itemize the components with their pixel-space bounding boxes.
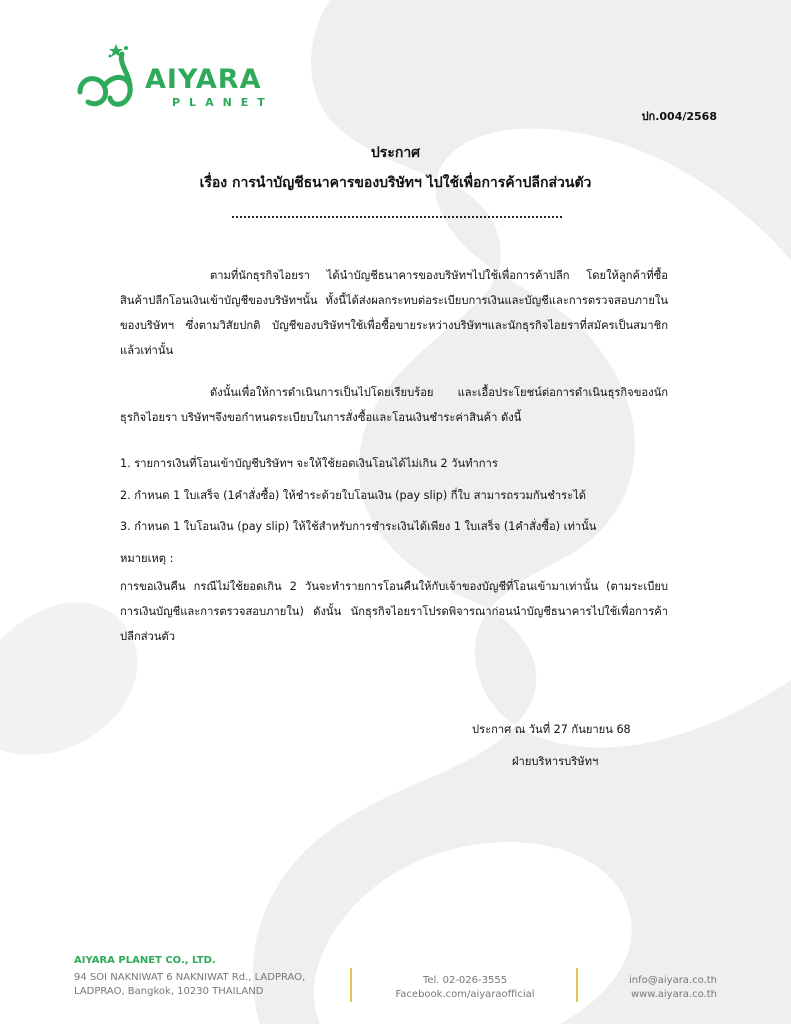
body-paragraph-2: ดังนั้นเพื่อให้การดำเนินการเป็นไปโดยเรียบร้อย และเอื้อประโยชน์ต่อการดำเนินธุรกิจของนักธุรกิจไอยรา บริษัทฯจึงขอกำหนดระเบียบในการสั่งซื้อและโอนเงินชำระค่าสินค้า ดังนี้ (120, 386, 668, 424)
announcement-date: ประกาศ ณ วันที่ 27 กันยายน 68 (472, 723, 631, 736)
signer: ฝ่ายบริหารบริษัทฯ (512, 755, 599, 768)
announcement-subject: เรื่อง การนำบัญชีธนาคารของบริษัทฯ ไปใช้เพื่อการค้าปลีกส่วนตัว (199, 175, 592, 191)
note-heading: หมายเหตุ : (120, 552, 174, 565)
rule-item-3: 3. กำหนด 1 ใบโอนเงิน (pay slip) ให้ใช้สำหรับการชำระเงินได้เพียง 1 ใบเสร็จ (1คำสั่งซื้อ) เท่านั้น (120, 520, 597, 533)
footer-address: 94 SOI NAKNIWAT 6 NAKNIWAT Rd., LADPRAO, LADPRAO, Bangkok, 10230 THAILAND (74, 972, 306, 997)
note-paragraph: การขอเงินคืน กรณีไม่ใช้ยอดเกิน 2 วันจะทำรายการโอนคืนให้กับเจ้าของบัญชีที่โอนเข้ามาเท่านั้น (ตามระเบียบการเงินบัญชีและการตรวจสอบภายใน) ดังนั้น นักธุรกิจไอยราโปรดพิจารณาก่อนนำบัญชีธนาคารไปใช้เพื่อการค้าปลีกส่วนตัว (120, 580, 668, 643)
body-paragraph-1: ตามที่นักธุรกิจไอยรา ได้นำบัญชีธนาคารของบริษัทฯไปใช้เพื่อการค้าปลีก โดยให้ลูกค้าที่ซื้อสินค้าปลีกโอนเงินเข้าบัญชีของบริษัทฯนั้น ทั้งนี้ได้ส่งผลกระทบต่อระเบียบการเงินและบัญชีและการตรวจสอบภายในของบริษัทฯ ซึ่งตามวิสัยปกติ บัญชีของบริษัทฯใช้เพื่อซื้อขายระหว่างบริษัทฯและนักธุรกิจไอยราที่สมัครเป็นสมาชิกแล้วเท่านั้น (120, 269, 668, 357)
logo-subtext: PLANET (172, 96, 274, 109)
dotted-separator (232, 210, 562, 218)
footer-divider (576, 968, 578, 1002)
logo-wordmark: AIYARA (145, 64, 262, 95)
announcement-heading: ประกาศ (370, 145, 421, 161)
document-number: ปก.004/2568 (641, 110, 717, 123)
footer-web (629, 974, 717, 1002)
footer-contact (360, 974, 570, 1002)
rule-item-2: 2. กำหนด 1 ใบเสร็จ (1คำสั่งซื้อ) ให้ชำระด้วยใบโอนเงิน (pay slip) กี่ใบ สามารถรวมกันชำระได้ (120, 489, 587, 502)
footer-company: AIYARA PLANET CO., LTD. (74, 955, 216, 966)
rule-item-1: 1. รายการเงินที่โอนเข้าบัญชีบริษัทฯ จะให้ใช้ยอดเงินโอนได้ไม่เกิน 2 วันทำการ (120, 457, 498, 470)
footer-website: www.aiyara.co.th (630, 989, 717, 1000)
footer-divider (350, 968, 352, 1002)
footer-email: info@aiyara.co.th (628, 975, 717, 986)
footer-facebook: Facebook.com/aiyaraofficial (395, 989, 535, 1000)
footer-tel: Tel. 02-026-3555 (422, 975, 508, 986)
